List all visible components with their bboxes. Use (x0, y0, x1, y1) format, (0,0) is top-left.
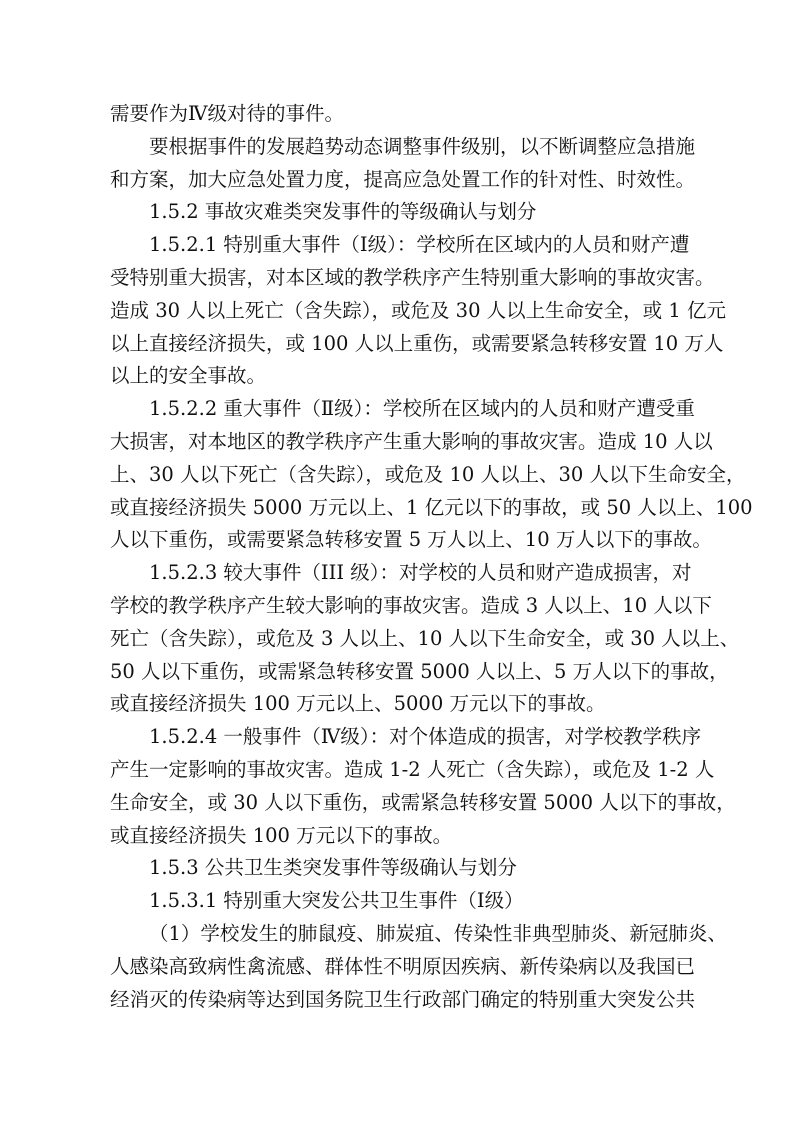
paragraph-line: 或直接经济损失 5000 万元以上、1 亿元以下的事故，或 50 人以上、100 (110, 495, 753, 519)
paragraph-line: 1.5.2.2 重大事件（Ⅱ级）：学校所在区域内的人员和财产遭受重 (149, 397, 695, 421)
section-heading: 1.5.3.1 特别重大突发公共卫生事件（Ⅰ级） (149, 889, 524, 913)
section-heading: 1.5.3 公共卫生类突发事件等级确认与划分 (149, 856, 517, 880)
paragraph-line: 人以下重伤，或需要紧急转移安置 5 万人以上、10 万人以下的事故。 (110, 528, 712, 552)
paragraph-line: 1.5.2.1 特别重大事件（Ⅰ级）：学校所在区域内的人员和财产遭 (149, 233, 690, 257)
paragraph-line: 生命安全，或 30 人以下重伤，或需紧急转移安置 5000 人以下的事故， (110, 790, 736, 814)
paragraph-line: 1.5.2.3 较大事件（III 级）：对学校的人员和财产造成损害，对 (149, 561, 692, 585)
document-page (110, 98, 753, 1016)
paragraph-line: 学校的教学秩序产生较大影响的事故灾害。造成 3 人以上、10 人以下 (110, 593, 712, 617)
paragraph-line: 以上的安全事故。 (110, 364, 267, 388)
paragraph-line: 产生一定影响的事故灾害。造成 1-2 人死亡（含失踪），或危及 1-2 人 (110, 757, 715, 781)
paragraph-line: 50 人以下重伤，或需紧急转移安置 5000 人以上、5 万人以下的事故， (110, 659, 729, 683)
paragraph-line: 要根据事件的发展趋势动态调整事件级别，以不断调整应急措施 (149, 134, 696, 158)
paragraph-line: 1.5.2.4 一般事件（Ⅳ级）：对个体造成的损害，对学校教学秩序 (149, 725, 702, 749)
paragraph-line: 受特别重大损害，对本区域的教学秩序产生特别重大影响的事故灾害。 (110, 265, 715, 289)
paragraph-line: 人感染高致病性禽流感、群体性不明原因疾病、新传染病以及我国已 (110, 954, 696, 978)
paragraph-line: 经消灭的传染病等达到国务院卫生行政部门确定的特别重大突发公共 (110, 987, 696, 1011)
paragraph-line: 大损害，对本地区的教学秩序产生重大影响的事故灾害。造成 10 人以 (110, 429, 713, 453)
paragraph-line: 上、30 人以下死亡（含失踪），或危及 10 人以上、30 人以下生命安全， (110, 462, 746, 486)
section-heading: 1.5.2 事故灾难类突发事件的等级确认与划分 (149, 200, 537, 224)
paragraph-line: 或直接经济损失 100 万元以下的事故。 (110, 823, 453, 847)
paragraph-line: 造成 30 人以上死亡（含失踪），或危及 30 人以上生命安全，或 1 亿元 (110, 298, 726, 322)
paragraph-line: （1）学校发生的肺鼠疫、肺炭疽、传染性非典型肺炎、新冠肺炎、 (149, 921, 727, 945)
paragraph-line: 以上直接经济损失，或 100 人以上重伤，或需要紧急转移安置 10 万人 (110, 331, 724, 355)
paragraph-line: 死亡（含失踪），或危及 3 人以上、10 人以下生命安全，或 30 人以上、 (110, 626, 740, 650)
paragraph-line: 需要作为Ⅳ级对待的事件。 (110, 102, 344, 125)
paragraph-line: 和方案，加大应急处置力度，提高应急处置工作的针对性、时效性。 (110, 167, 696, 191)
paragraph-line: 或直接经济损失 100 万元以上、5000 万元以下的事故。 (110, 692, 606, 716)
